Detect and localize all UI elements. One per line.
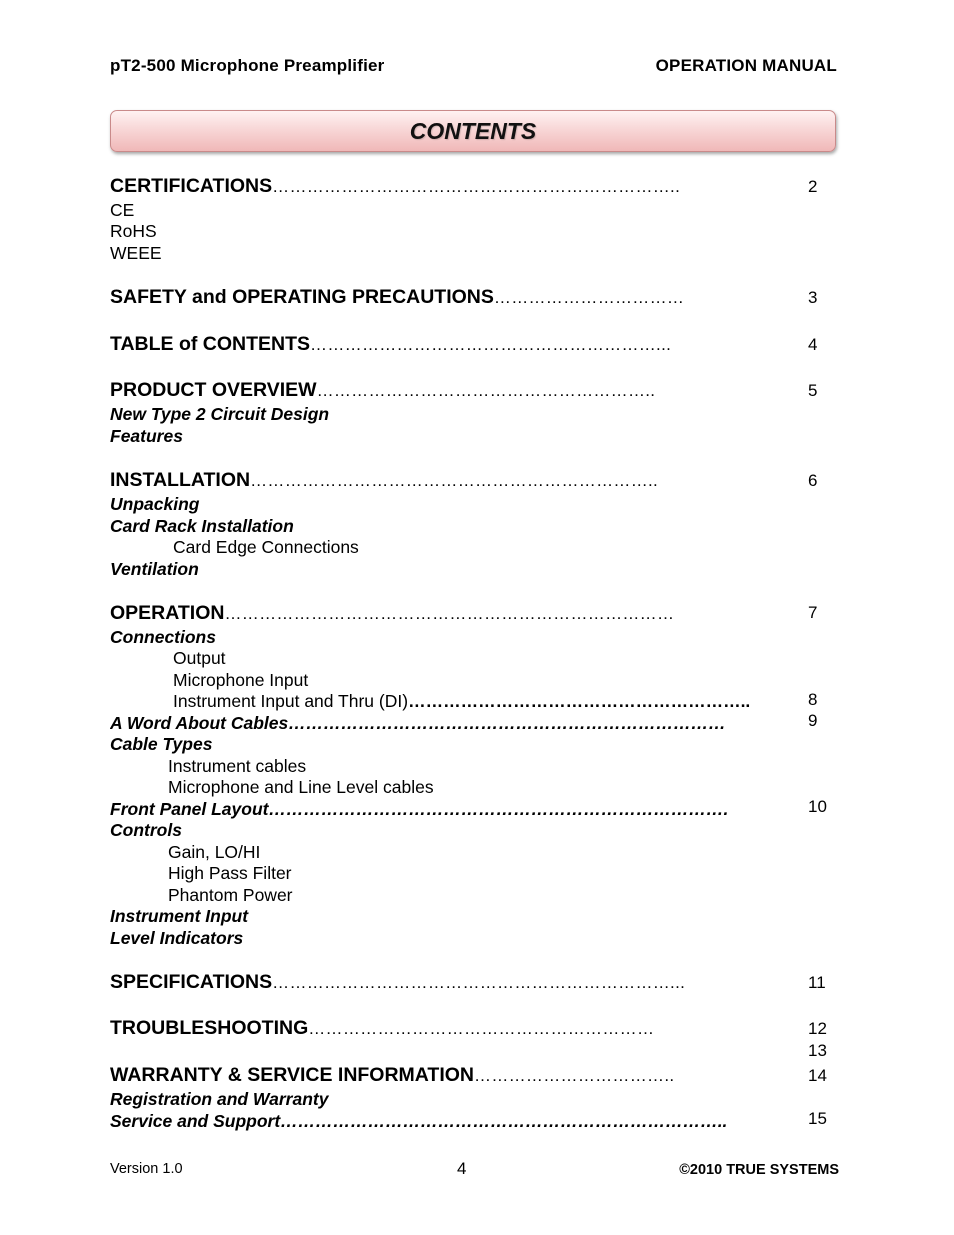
- toc-page: 11: [808, 973, 826, 992]
- toc-leader: …………………………………………………………………: [288, 713, 726, 733]
- toc-subitem: Card Edge Connections: [173, 537, 359, 557]
- toc-entry-warranty[interactable]: [110, 1064, 790, 1087]
- toc-label: Service and Support: [110, 1111, 281, 1131]
- toc-page: 7: [808, 603, 818, 622]
- toc-page: 8: [808, 690, 818, 709]
- version-label: Version 1.0: [110, 1161, 183, 1177]
- toc-page: 9: [808, 711, 818, 730]
- toc-label: Instrument Input and Thru (DI): [173, 691, 409, 711]
- toc-subitem: New Type 2 Circuit Design: [110, 404, 330, 424]
- toc-entry-safety[interactable]: [110, 286, 790, 309]
- toc-page: 2: [808, 177, 818, 196]
- manual-label: OPERATION MANUAL: [655, 56, 837, 75]
- toc-subitem: Instrument cables: [168, 756, 307, 776]
- toc-label: INSTALLATION: [110, 469, 251, 491]
- toc-subitem: WEEE: [110, 243, 162, 263]
- toc-leader: …………………………………………………………………….: [268, 799, 729, 819]
- toc-leader: ……………………………………………………………………: [224, 604, 675, 623]
- toc-subitem: Level Indicators: [110, 928, 244, 948]
- toc-leader: ……………………………..: [474, 1066, 675, 1085]
- toc-subitem: Card Rack Installation: [110, 516, 294, 536]
- toc-label: TABLE of CONTENTS: [110, 333, 311, 355]
- toc-subitem: High Pass Filter: [168, 863, 292, 883]
- toc-label: WARRANTY & SERVICE INFORMATION: [110, 1064, 475, 1086]
- toc-subitem: Unpacking: [110, 494, 200, 514]
- toc-subitem: RoHS: [110, 221, 157, 241]
- toc-page: 5: [808, 381, 818, 400]
- toc-subitem: Output: [173, 648, 226, 668]
- toc-page: 10: [808, 797, 827, 816]
- toc-entry-troubleshooting[interactable]: [110, 1017, 790, 1040]
- toc-page: 15: [808, 1109, 827, 1128]
- toc-subitem[interactable]: [173, 691, 790, 712]
- toc-page: 12: [808, 1019, 827, 1038]
- toc-subitem: Phantom Power: [168, 885, 293, 905]
- toc-leader: ……………………………………………………...: [310, 335, 672, 354]
- toc-page: 14: [808, 1066, 827, 1085]
- toc-subitem: Microphone and Line Level cables: [168, 777, 434, 797]
- toc-leader: ……………………………: [493, 288, 685, 307]
- copyright-label: ©2010 TRUE SYSTEMS: [679, 1162, 839, 1178]
- toc-leader: ……………………………………………………: [308, 1019, 655, 1038]
- toc-subitem[interactable]: [110, 1111, 790, 1132]
- toc-label: SPECIFICATIONS: [110, 971, 273, 993]
- contents-title: CONTENTS: [409, 117, 537, 144]
- toc-leader: ……………………………………………………………..: [250, 471, 659, 490]
- toc-subitem: Microphone Input: [173, 670, 309, 690]
- toc-subitem: Registration and Warranty: [110, 1089, 329, 1109]
- toc-entry-certifications[interactable]: [110, 175, 790, 198]
- page-number: 4: [457, 1159, 467, 1178]
- toc-subitem: Ventilation: [110, 559, 199, 579]
- toc-page: 13: [808, 1041, 827, 1060]
- toc-entry-product-overview[interactable]: [110, 379, 790, 402]
- toc-subitem: Gain, LO/HI: [168, 842, 261, 862]
- toc-page: 6: [808, 471, 818, 490]
- toc-leader: …………………………………………………..: [316, 381, 656, 400]
- toc-leader: ……………………………………………………………...: [272, 973, 686, 992]
- toc-leader: …………………………………………………………………..: [280, 1111, 728, 1131]
- toc-entry-table-of-contents[interactable]: [110, 333, 790, 356]
- toc-leader: …………………………………………………..: [408, 691, 751, 711]
- toc-entry-operation[interactable]: [110, 602, 790, 625]
- toc-page: 4: [808, 335, 818, 354]
- toc-subitem: Cable Types: [110, 734, 213, 754]
- toc-label: A Word About Cables: [110, 713, 289, 733]
- toc-label: CERTIFICATIONS: [110, 175, 273, 197]
- toc-label: Front Panel Layout: [110, 799, 269, 819]
- toc-entry-installation[interactable]: [110, 469, 790, 492]
- toc-label: TROUBLESHOOTING: [110, 1017, 309, 1039]
- toc-subitem: Controls: [110, 820, 182, 840]
- document-title: pT2-500 Microphone Preamplifier: [110, 56, 385, 75]
- toc-subitem: Instrument Input: [110, 906, 249, 926]
- toc-entry-specifications[interactable]: [110, 971, 790, 994]
- toc-subitem: Features: [110, 426, 183, 446]
- toc-subitem: CE: [110, 200, 135, 220]
- toc-label: PRODUCT OVERVIEW: [110, 379, 317, 401]
- toc-subitem[interactable]: [110, 713, 790, 734]
- toc-label: OPERATION: [110, 602, 225, 624]
- toc-subitem: Connections: [110, 627, 216, 647]
- toc-label: SAFETY and OPERATING PRECAUTIONS: [110, 286, 494, 308]
- toc-subitem[interactable]: [110, 799, 790, 820]
- toc-page: 3: [808, 288, 818, 307]
- contents-banner: [110, 110, 836, 152]
- toc-leader: ……………………………………………………………..: [272, 177, 681, 196]
